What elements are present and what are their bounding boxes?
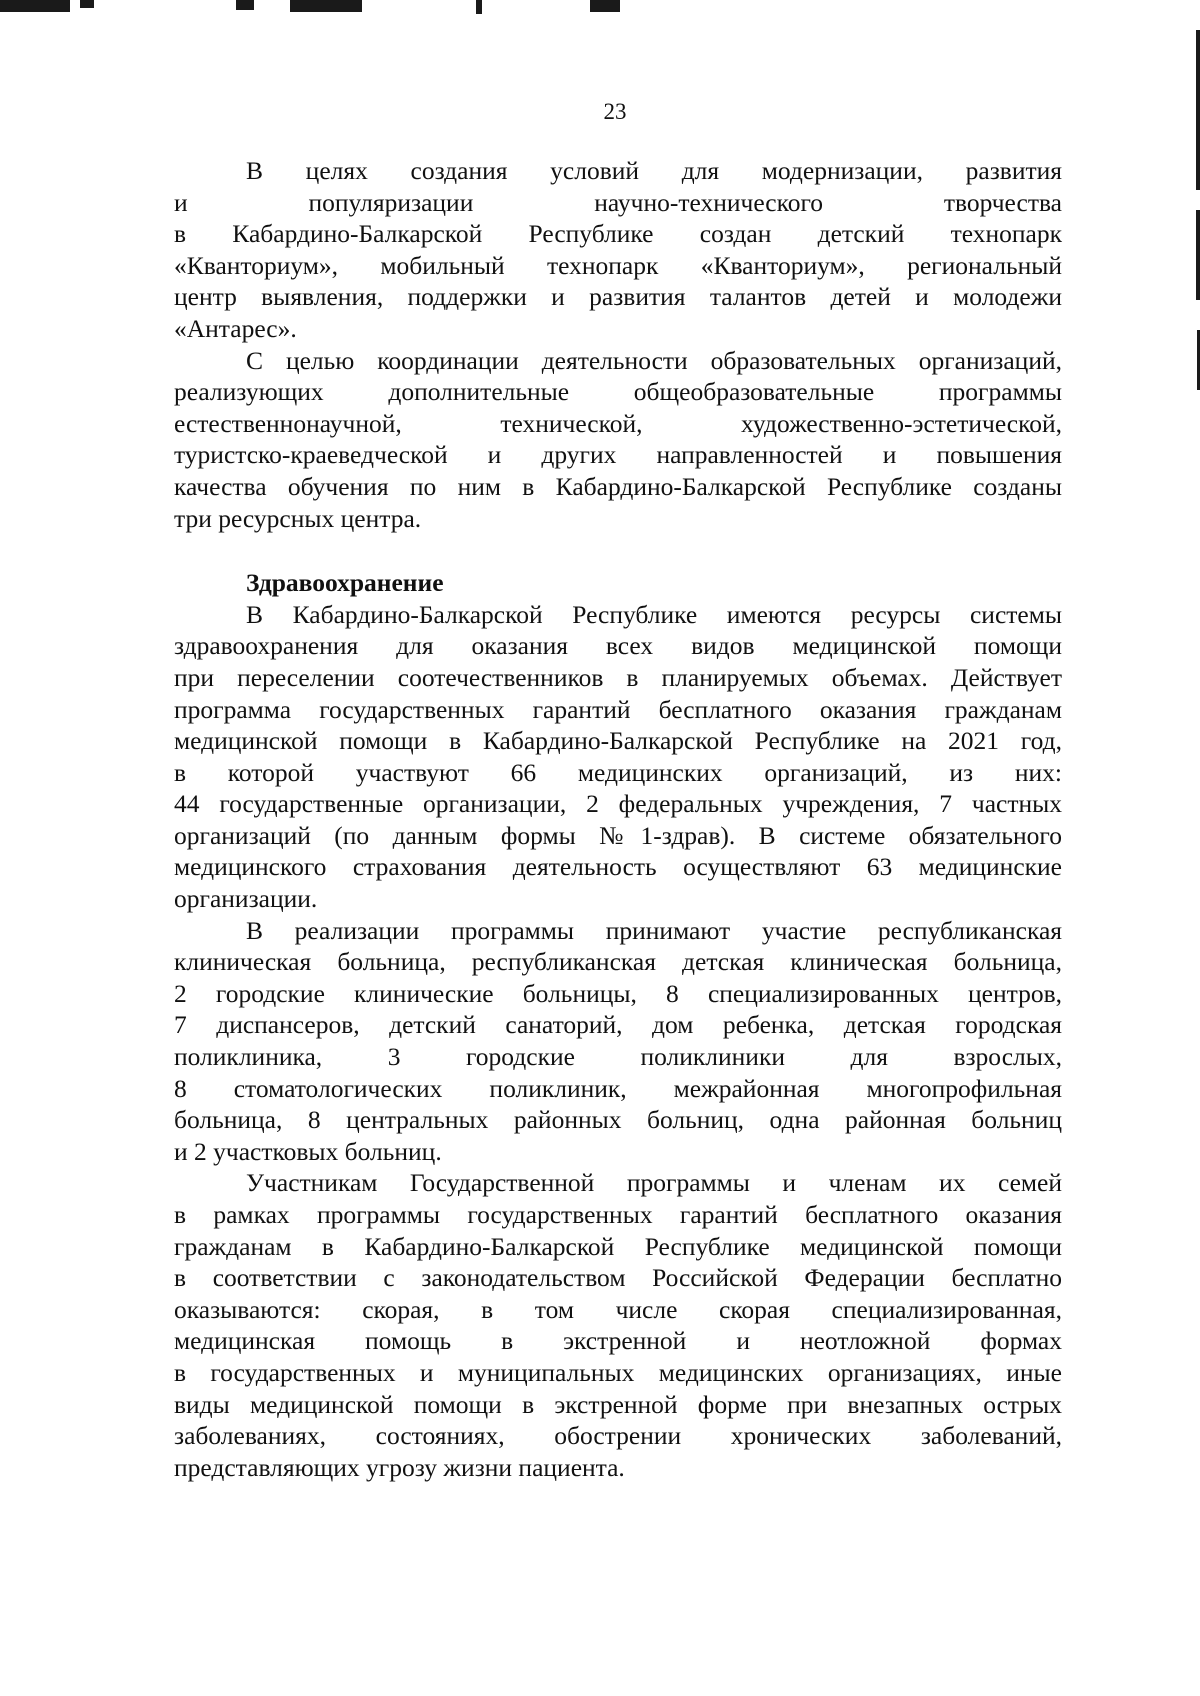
paragraph-line: оказываются: скорая, в том числе скорая специализированная,: [174, 1294, 1062, 1324]
section-heading: Здравоохранение: [246, 568, 444, 598]
paragraph-line: представляющих угрозу жизни пациента.: [174, 1452, 625, 1482]
paragraph-line: программа государственных гарантий бесплатного оказания гражданам: [174, 694, 1062, 724]
paragraph-technoparks: [174, 155, 1062, 345]
paragraph-line: реализующих дополнительные общеобразовательные программы: [174, 377, 1062, 407]
paragraph-line: поликлиника, 3 городские поликлиники для взрослых,: [174, 1042, 1062, 1072]
paragraph-line: при переселении соотечественников в планируемых объемах. Действует: [174, 662, 1062, 692]
paragraph-line: организации.: [174, 884, 318, 914]
paragraph-line: «Антарес».: [174, 313, 297, 343]
paragraph-line: С целью координации деятельности образовательных организаций,: [246, 345, 1062, 375]
paragraph-line: 7 диспансеров, детский санаторий, дом ребенка, детская городская: [174, 1010, 1062, 1040]
paragraph-line: естественнонаучной, технической, художественно-эстетической,: [174, 408, 1062, 438]
paragraph-line: гражданам в Кабардино-Балкарской Республике медицинской помощи: [174, 1231, 1062, 1261]
paragraph-program-participants: [174, 915, 1062, 1168]
paragraph-line: Участникам Государственной программы и членам их семей: [246, 1168, 1062, 1198]
paragraph-line: медицинского страхования деятельность осуществляют 63 медицинские: [174, 852, 1062, 882]
paragraph-line: три ресурсных центра.: [174, 503, 422, 533]
paragraph-line: в которой участвуют 66 медицинских организаций, из них:: [174, 757, 1062, 787]
paragraph-line: 8 стоматологических поликлиник, межрайонная многопрофильная: [174, 1073, 1062, 1103]
paragraph-line: в Кабардино-Балкарской Республике создан детский технопарк: [174, 219, 1062, 249]
scan-mark-top-6: [590, 0, 620, 12]
paragraph-line: организаций (по данным формы №1-здрав). В системе обязательного: [174, 820, 1062, 850]
paragraph-free-care: [174, 1167, 1062, 1483]
scan-mark-top-4: [290, 0, 362, 12]
page-number: 23: [603, 99, 627, 124]
scan-mark-top-2: [80, 0, 94, 8]
paragraph-line: В Кабардино-Балкарской Республике имеются ресурсы системы: [246, 599, 1062, 629]
paragraph-resource-centers: [174, 345, 1062, 535]
paragraph-line: качества обучения по ним в Кабардино-Балкарской Республике созданы: [174, 471, 1062, 501]
paragraph-line: и 2 участковых больниц.: [174, 1136, 442, 1166]
paragraph-line: здравоохранения для оказания всех видов медицинской помощи: [174, 631, 1062, 661]
paragraph-line: в рамках программы государственных гарантий бесплатного оказания: [174, 1200, 1062, 1229]
document-body: [174, 155, 1062, 1483]
scan-mark-top-3: [236, 0, 254, 10]
paragraph-line: и популяризации научно-технического творчества: [174, 187, 1062, 217]
paragraph-line: в государственных и муниципальных медицинских организациях, иные: [174, 1357, 1062, 1387]
paragraph-line: туристско-краеведческой и других направленностей и повышения: [174, 440, 1062, 470]
paragraph-line: 2 городские клинические больницы, 8 специализированных центров,: [174, 978, 1062, 1008]
paragraph-line: в соответствии с законодательством Российской Федерации бесплатно: [174, 1263, 1062, 1293]
scan-mark-top-1: [0, 0, 70, 12]
paragraph-line: больница, 8 центральных районных больниц, одна районная больниц: [174, 1105, 1062, 1135]
paragraph-line: В реализации программы принимают участие республиканская: [246, 915, 1062, 945]
scan-mark-top-5: [476, 0, 482, 14]
paragraph-line: центр выявления, поддержки и развития талантов детей и молодежи: [174, 282, 1062, 312]
paragraph-line: «Кванториум», мобильный технопарк «Кванториум», региональный: [174, 250, 1062, 280]
scan-mark-right-2: [1196, 210, 1200, 300]
paragraph-line: медицинской помощи в Кабардино-Балкарской Республике на 2021 год,: [174, 726, 1062, 756]
paragraph-line: клиническая больница, республиканская детская клиническая больница,: [174, 947, 1062, 977]
paragraph-line: заболеваниях, состояниях, обострении хронических заболеваний,: [174, 1421, 1062, 1451]
paragraph-line: В целях создания условий для модернизации, развития: [246, 156, 1062, 185]
paragraph-line: медицинская помощь в экстренной и неотложной формах: [174, 1326, 1062, 1356]
paragraph-line: 44 государственные организации, 2 федеральных учреждения, 7 частных: [174, 789, 1062, 819]
paragraph-healthcare-resources: [174, 599, 1062, 915]
paragraph-line: виды медицинской помощи в экстренной форме при внезапных острых: [174, 1389, 1062, 1419]
